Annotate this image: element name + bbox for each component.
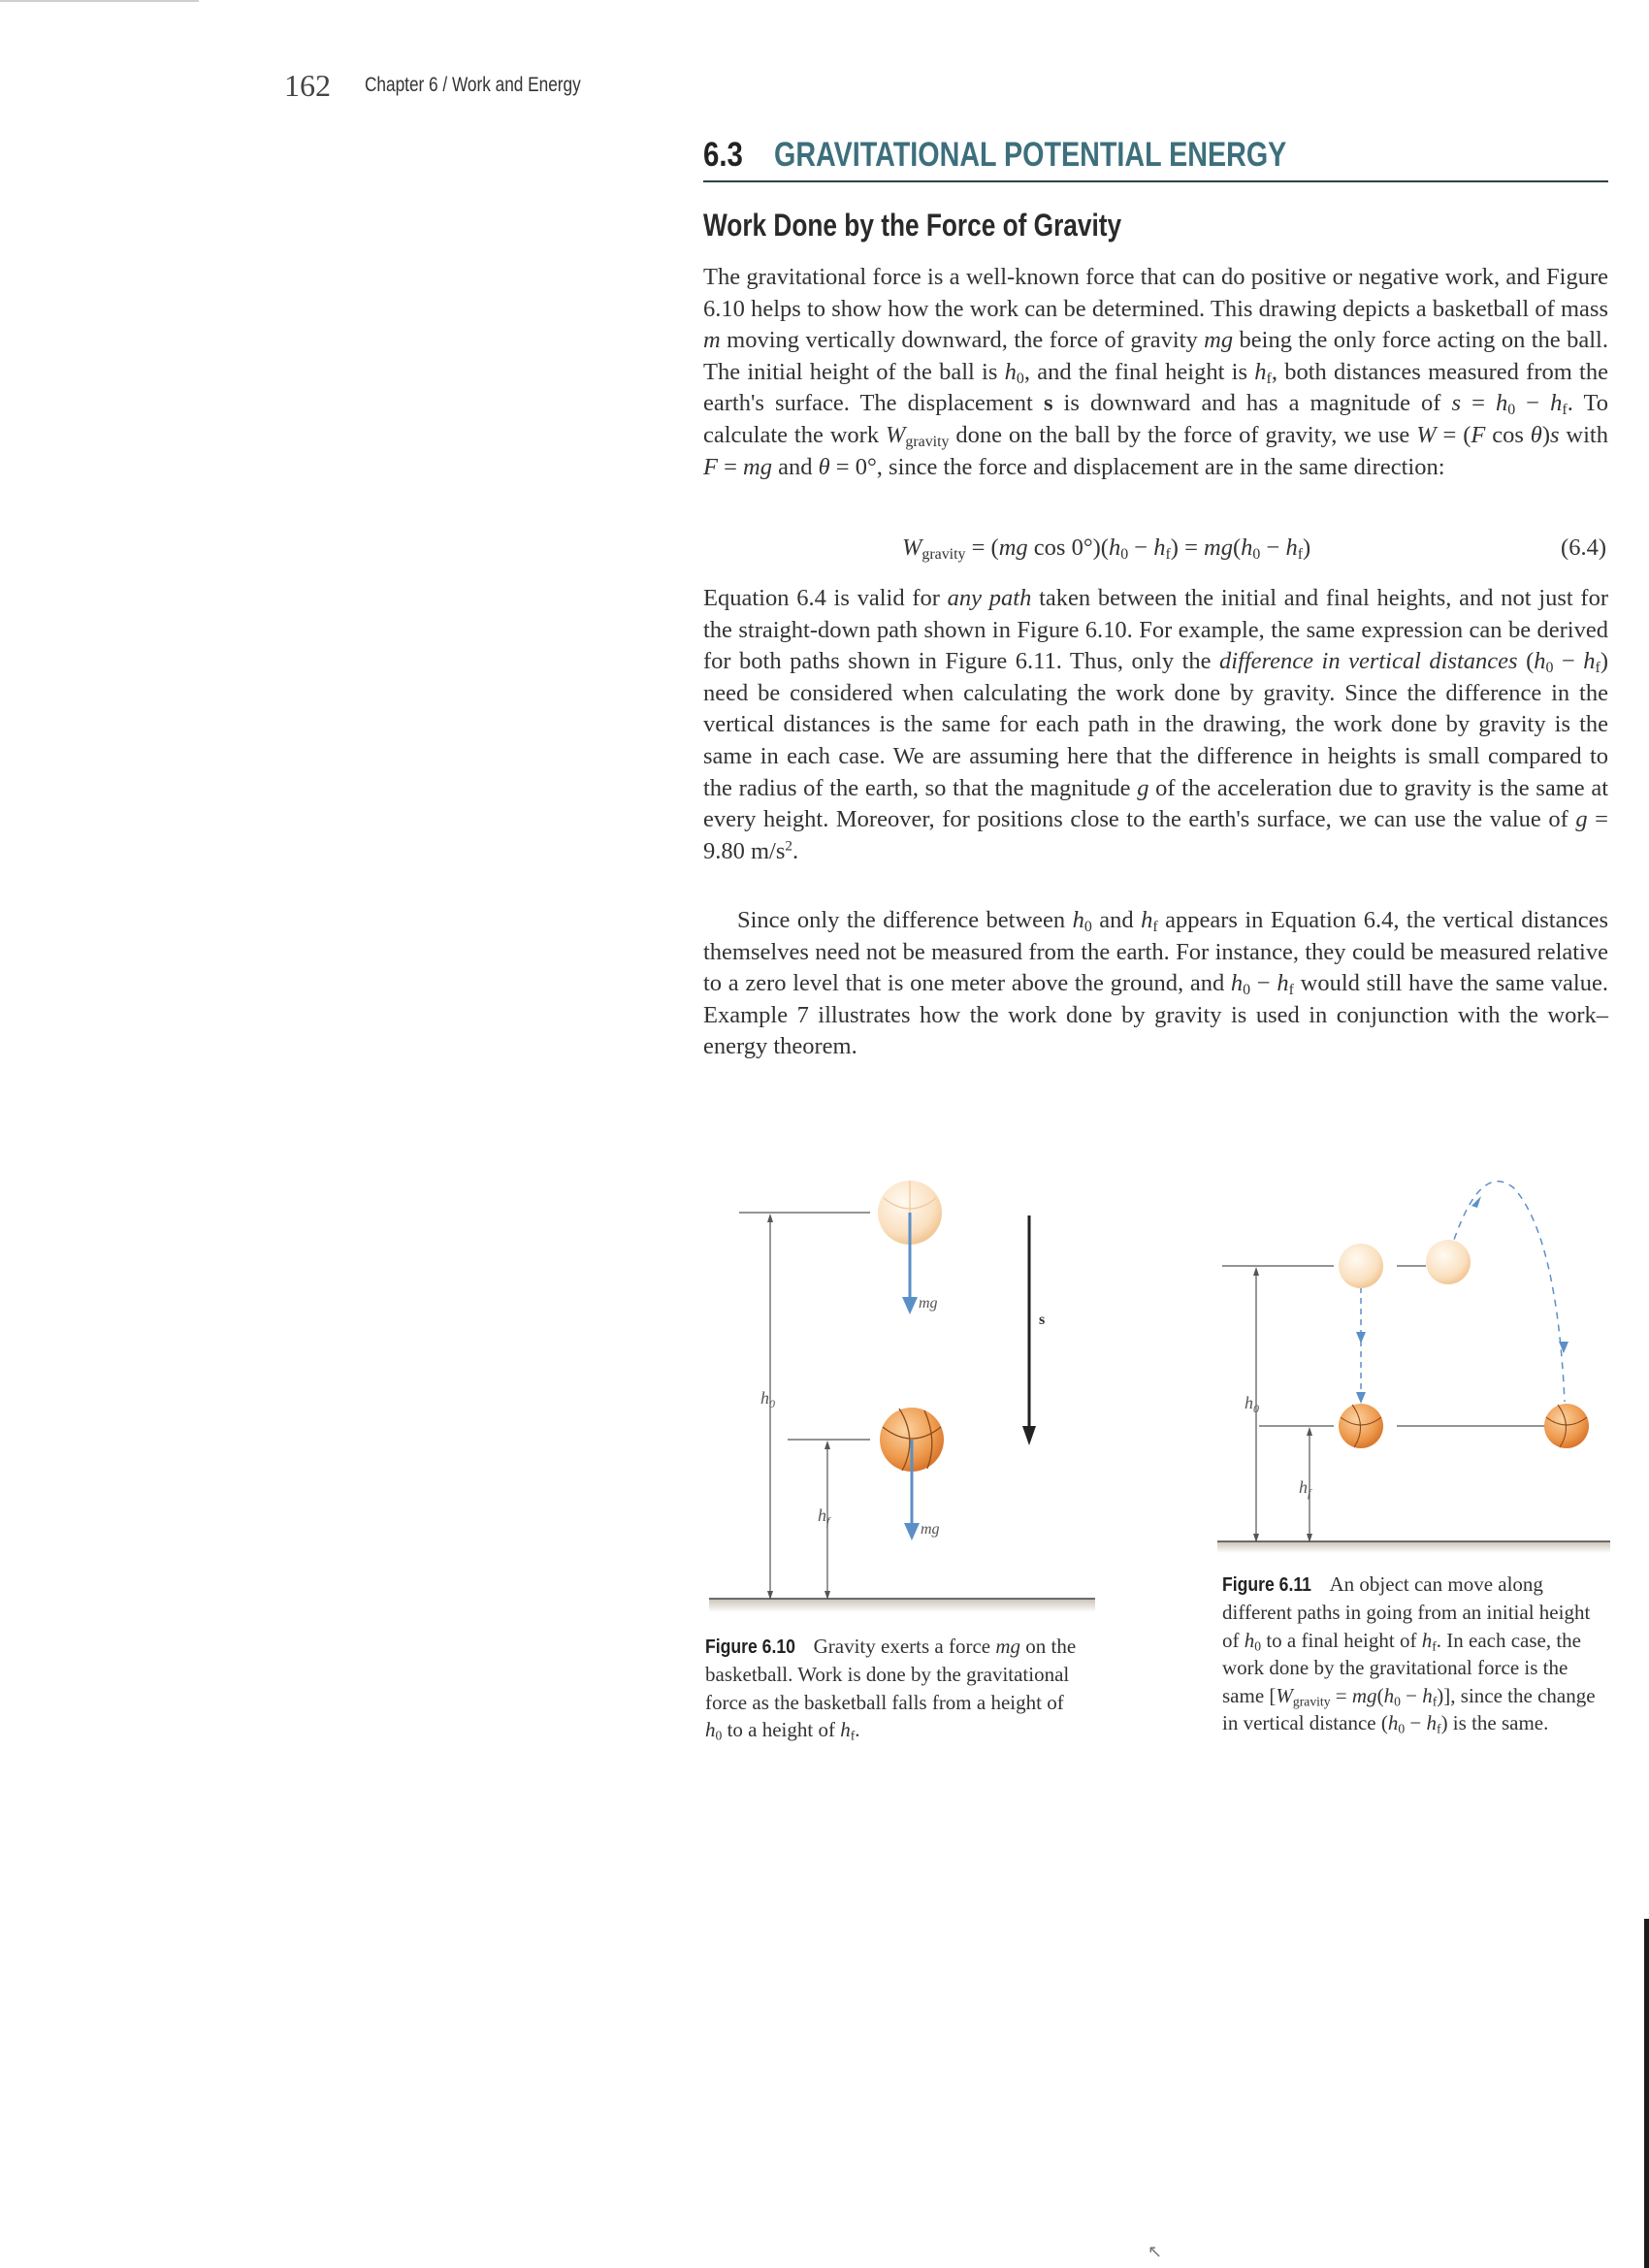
paragraph-2 <box>703 583 1608 867</box>
scan-cursor-mark: ↖ <box>1148 2242 1163 2261</box>
section-heading <box>703 134 1608 182</box>
displacement-arrow <box>1022 1215 1036 1445</box>
section-number: 6.3 <box>703 136 743 174</box>
figure-6-11-caption <box>1222 1571 1610 1736</box>
section-title: GRAVITATIONAL POTENTIAL ENERGY <box>774 136 1287 174</box>
figure-6-10-diagram <box>703 1169 1096 1620</box>
figure-6-11-caption-text: An object can move along different paths in going from an initial height of $h_0$ to a final height of $h_f$. In each case, the work done by the gravitational force is the same $[W_{gravity} = mg(h_0 - h_f)]$, since the change in vertical distance $(h_0 - h_f)$ is the same. <box>1222 1572 1596 1736</box>
straight-down-path <box>1356 1287 1366 1404</box>
scan-edge-line <box>0 0 199 2</box>
equation-expression <box>902 535 1310 562</box>
equation-6-4 <box>703 535 1608 567</box>
figure-6-10-caption <box>705 1633 1083 1744</box>
figure-6-11-label: Figure 6.11 <box>1222 1574 1311 1596</box>
figure-6-10-label: Figure 6.10 <box>705 1636 795 1658</box>
running-head: Chapter 6 / Work and Energy <box>365 74 581 96</box>
label-s: s <box>1039 1312 1046 1328</box>
arc-path <box>1450 1182 1568 1402</box>
figure-6-10-caption-text: Gravity exerts a force mg on the basketball. Work is done by the gravitational force as the basketball falls from a height of $h_0$ to a height of $h_f$. <box>705 1635 1077 1743</box>
equation-lhs-subscript: gravity <box>922 545 966 563</box>
label-hf: $h_f$ <box>1299 1477 1311 1500</box>
label-h0: $h_0$ <box>760 1388 775 1410</box>
ground <box>1217 1541 1610 1553</box>
reference-lines <box>1222 1266 1557 1426</box>
ball-start-b <box>1426 1240 1471 1284</box>
label-mg-top: mg <box>919 1295 938 1312</box>
paragraph-3 <box>703 905 1608 1063</box>
label-mg-bottom: mg <box>921 1521 940 1538</box>
ball-start-a <box>1339 1244 1383 1288</box>
paragraph-1 <box>703 262 1608 483</box>
reference-lines <box>739 1213 870 1440</box>
equation-lhs-symbol: W <box>902 535 922 561</box>
scan-edge-shadow <box>1644 1919 1649 2268</box>
label-hf: $h_f$ <box>818 1506 830 1528</box>
equation-rhs: = (mg $\cos 0^\circ)(h_0 - h_f) = mg(h_0 - h_f)$ <box>971 535 1311 563</box>
equation-number: (6.4) <box>1561 535 1606 561</box>
figure-6-11-diagram <box>1217 1179 1610 1562</box>
paragraph-3-text: Since only the difference between $h_0$ and $h_f$ appears in Equation 6.4, the vertical distances themselves need not be measured from the earth. For instance, they could be measured relative to a zero level that is one meter above the ground, and $h_0 - h_f$ would still have the same value. Example 7 illustrates how the work done by gravity is used in conjunction with the work–energy theorem. <box>703 907 1609 1060</box>
paragraph-1-text: The gravitational force is a well-known force that can do positive or negative work, and Figure 6.10 helps to show how the work can be determined. This drawing depicts a basketball of mass m moving vertically downward, the force of gravity mg being the only force acting on the ball. The initial height of the ball is $h_0$, and the final height is $h_f$, both distances measured from the earth's surface. The displacement s is downward and has a magnitude of $s = h_0 - h_f$. To calculate the work $W_{gravity}$ done on the ball by the force of gravity, we use W = (F cos θ)s with F = mg and θ = 0°, since the force and displacement are in the same direction: <box>703 264 1608 480</box>
label-h0: $h_0$ <box>1245 1393 1259 1415</box>
ground <box>709 1599 1095 1612</box>
subheading: Work Done by the Force of Gravity <box>703 208 1122 243</box>
paragraph-2-text: Equation 6.4 is valid for any path taken between the initial and final heights, and not just for the straight-down path shown in Figure 6.10. For example, the same expression can be derived for both paths shown in Figure 6.11. Thus, only the difference in vertical distances $(h_0 - h_f)$ need be considered when calculating the work done by gravity. Since the difference in the vertical distances is the same for each path in the drawing, the work done by gravity is the same in each case. We are assuming here that the difference in heights is small compared to the radius of the earth, so that the magnitude g of the acceleration due to gravity is the same at every height. Moreover, for positions close to the earth's surface, we can use the value of g = 9.80 $m/s^2$. <box>703 585 1609 864</box>
page-number: 162 <box>284 68 331 103</box>
